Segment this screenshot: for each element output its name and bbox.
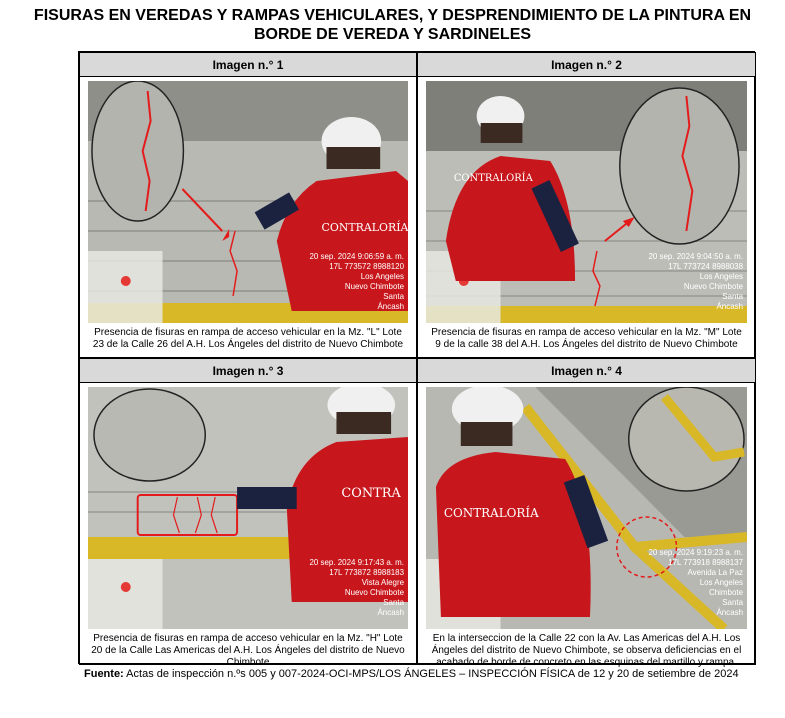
stamp-line-4-2: 17L 773918 8988137 xyxy=(668,557,744,568)
stamp-line-1-5: Santa xyxy=(383,291,405,302)
image-cell-3 xyxy=(79,358,417,668)
stamp-line-2-5: Santa xyxy=(722,291,744,302)
vest-text-3: CONTRA xyxy=(341,485,401,502)
vest-text-2: CONTRALORÍA xyxy=(453,172,533,185)
photo-3 xyxy=(88,387,408,629)
source-note xyxy=(84,667,764,681)
stamp-line-4-5: Chimbote xyxy=(709,587,744,598)
stamp-line-4-3: Avenida La Paz xyxy=(687,567,744,578)
title-line-2: BORDE DE VEREDA Y SARDINELES xyxy=(253,26,532,43)
stamp-line-1-2: 17L 773572 8988120 xyxy=(329,261,405,272)
stamp-line-2-6: Áncash xyxy=(716,301,744,312)
stamp-line-4-6: Santa xyxy=(722,597,744,608)
image-header-2: Imagen n.° 2 xyxy=(418,53,755,77)
stamp-line-3-2: 17L 773872 8988183 xyxy=(329,567,405,578)
image-header-1: Imagen n.° 1 xyxy=(80,53,416,77)
stamp-line-3-5: Santa xyxy=(383,597,405,608)
image-cell-2 xyxy=(417,52,756,358)
stamp-line-1-3: Los Angeles xyxy=(360,271,405,282)
caption-3: Presencia de fisuras en rampa de acceso vehicular en la Mz. "H" Lote 20 de la Calle Las Americas del A.H. Los Ángeles del distrito de Nuevo Chimbote xyxy=(91,633,405,668)
document-title xyxy=(0,6,785,44)
photo-4 xyxy=(426,387,747,629)
source-label: Fuente: xyxy=(84,668,124,680)
stamp-line-3-1: 20 sep. 2024 9:17:43 a. m. xyxy=(309,557,405,568)
photo-1 xyxy=(88,81,408,323)
caption-4: En la interseccion de la Calle 22 con la Av. Las Americas del A.H. Los Ángeles del distrito de Nuevo Chimbote, se observa deficiencias en el acabado de borde de concreto en las esquinas del martillo y rampa. xyxy=(431,633,742,668)
image-cell-4 xyxy=(417,358,756,668)
caption-1: Presencia de fisuras en rampa de acceso vehicular en la Mz. "L" Lote 23 de la Calle 26 del A.H. Los Ángeles del distrito de Nuevo Chimbote xyxy=(92,327,404,350)
stamp-line-3-4: Nuevo Chimbote xyxy=(344,587,405,598)
image-table xyxy=(78,51,755,668)
caption-2: Presencia de fisuras en rampa de acceso vehicular en la Mz. "M" Lote 9 de la calle 38 del A.H. Los Ángeles del distrito de Nuevo Chimbote xyxy=(431,327,742,350)
image-cell-1 xyxy=(79,52,417,358)
stamp-line-4-1: 20 sep. 2024 9:19:23 a. m. xyxy=(648,547,744,558)
vest-text-1: CONTRALORÍA xyxy=(321,220,408,235)
vest-text-4: CONTRALORÍA xyxy=(443,505,539,521)
photo-2 xyxy=(426,81,747,323)
stamp-line-1-6: Áncash xyxy=(377,301,405,312)
image-header-3: Imagen n.° 3 xyxy=(80,359,416,383)
stamp-line-2-4: Nuevo Chimbote xyxy=(683,281,744,292)
stamp-line-3-3: Vista Alegre xyxy=(361,577,405,588)
stamp-line-4-4: Los Angeles xyxy=(699,577,744,588)
stamp-line-1-4: Nuevo Chimbote xyxy=(344,281,405,292)
stamp-line-2-2: 17L 773724 8988038 xyxy=(668,261,744,272)
stamp-line-2-1: 20 sep. 2024 9:04:50 a. m. xyxy=(648,251,744,262)
image-header-4: Imagen n.° 4 xyxy=(418,359,755,383)
title-line-1: FISURAS EN VEREDAS Y RAMPAS VEHICULARES, Y DESPRENDIMIENTO DE LA PINTURA EN xyxy=(33,7,752,24)
stamp-line-1-1: 20 sep. 2024 9:06:59 a. m. xyxy=(309,251,405,262)
stamp-line-2-3: Los Angeles xyxy=(699,271,744,282)
stamp-line-3-6: Áncash xyxy=(377,607,405,618)
stamp-line-4-7: Áncash xyxy=(716,607,744,618)
source-text: Actas de inspección n.ºs 005 y 007-2024-OCI-MPS/LOS ÁNGELES – INSPECCIÓN FÍSICA de 12 y 20 de setiembre de 2024 xyxy=(123,668,739,680)
